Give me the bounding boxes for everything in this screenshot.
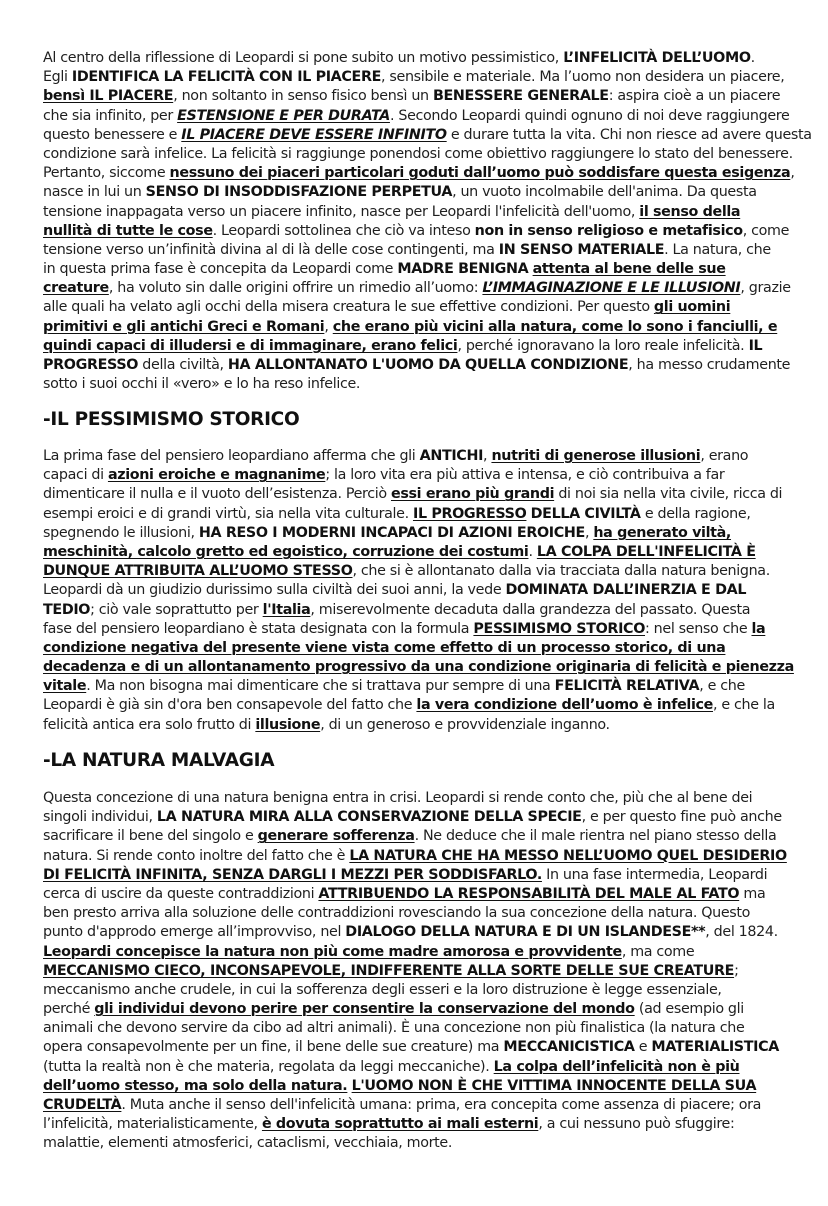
emphasis-run: LA NATURA CHE HA MESSO NELL’UOMO QUEL DESIDERIO (349, 847, 787, 864)
text-line (43, 279, 812, 298)
text-line (43, 145, 812, 164)
text-line (43, 318, 812, 337)
text-run: , (483, 448, 492, 464)
text-line (43, 962, 787, 981)
emphasis-run: MECCANICISTICA (503, 1039, 635, 1056)
emphasis-run: dell’uomo stesso, ma solo della natura. (43, 1077, 348, 1094)
text-line (43, 356, 812, 375)
text-run: dimenticare il nulla e il vuoto dell’esistenza. Perciò (43, 486, 391, 503)
emphasis-run: MADRE BENIGNA (397, 261, 529, 278)
text-run: , e che la (713, 697, 775, 714)
text-run: capaci di (43, 467, 108, 484)
emphasis-run: Leopardi concepisce la natura non più come madre amorosa e provvidente (43, 943, 622, 960)
paragraph-pessimismo-storico (43, 447, 794, 735)
text-line (43, 49, 812, 68)
text-run: (tutta la realtà non è che materia, regolata da leggi meccaniche). (43, 1058, 494, 1075)
text-line (43, 639, 794, 658)
text-run: , perché ignoravano la loro reale infelicità. (457, 337, 749, 354)
text-run: ma (739, 885, 766, 902)
emphasis-run: ha generato viltà, (593, 524, 732, 541)
text-run: , miserevolmente decaduta dalla grandezza del passato. Questa (310, 601, 751, 618)
text-run: . (528, 543, 537, 560)
emphasis-run: attenta al bene delle sue (532, 261, 726, 278)
emphasis-run: decadenza e di un allontanamento progressivo da una condizione originaria di felicità e pienezza (43, 659, 794, 676)
emphasis-run: ESTENSIONE E PER DURATA (177, 107, 390, 124)
emphasis-run: non in senso religioso e metafisico (474, 222, 743, 239)
text-line (43, 107, 812, 126)
emphasis-run: PESSIMISMO STORICO (473, 620, 646, 637)
paragraph-natura-malvagia (43, 789, 787, 1154)
text-run: singoli individui, (43, 809, 157, 826)
emphasis-run: condizione negativa del presente viene vista come effetto di un processo storico, di una (43, 639, 726, 656)
emphasis-run: primitivi e gli antichi Greci e Romani (43, 318, 325, 335)
paragraph-intro (43, 49, 812, 394)
text-run: , ha messo crudamente (628, 357, 791, 373)
text-run: e (634, 1039, 652, 1056)
text-run: . Muta anche il senso dell'infelicità umana: prima, era concepita come assenza di piacere; ora (121, 1097, 762, 1113)
emphasis-run: l'Italia (262, 601, 311, 618)
text-line (43, 677, 794, 696)
text-run: . (750, 50, 755, 66)
emphasis-run: essi erano più grandi (390, 486, 555, 503)
emphasis-run: il senso della (639, 203, 741, 220)
emphasis-run: FELICITÀ RELATIVA (554, 678, 700, 695)
emphasis-run: LA NATURA MIRA ALLA CONSERVAZIONE DELLA SPECIE (156, 809, 582, 826)
text-line (43, 866, 787, 885)
emphasis-run: illusione (255, 716, 321, 733)
text-run: , erano (700, 448, 749, 464)
emphasis-run: che erano più vicini alla natura, come lo sono i fanciulli, e (332, 318, 778, 335)
text-run: Egli (43, 69, 72, 86)
text-run: , ha voluto sin dalle origini offrire un rimedio all’uomo: (108, 280, 483, 297)
text-line (43, 126, 812, 145)
text-run: malattie, elementi atmosferici, cataclismi, vecchiaia, morte. (43, 1135, 453, 1152)
emphasis-run: nutriti di generose illusioni (491, 448, 701, 464)
text-run: felicità antica era solo frutto di (43, 716, 256, 733)
emphasis-run: gli uomini (653, 299, 731, 316)
text-run: : nel senso che (645, 620, 752, 637)
emphasis-run: DUNQUE ATTRIBUITA ALL’UOMO STESSO (43, 563, 353, 580)
text-run: cerca di uscire da queste contraddizioni (43, 885, 319, 902)
text-run: alle quali ha velato agli occhi della misera creatura le sue effettive condizioni. Per questo (43, 299, 654, 316)
emphasis-run: gli individui devono perire per consentire la conservazione del mondo (94, 1001, 635, 1018)
text-line (43, 716, 794, 735)
emphasis-run: azioni eroiche e magnanime (107, 467, 326, 484)
text-line (43, 562, 794, 581)
text-run: , sensibile e materiale. Ma l’uomo non desidera un piacere, (381, 69, 785, 86)
emphasis-run: la (751, 620, 766, 637)
text-line (43, 87, 812, 106)
text-run: Al centro della riflessione di Leopardi si pone subito un motivo pessimistico, (43, 50, 564, 66)
text-run: . Ne deduce che il male rientra nel piano stesso della (414, 828, 777, 845)
emphasis-run: L’IMMAGINAZIONE E LE ILLUSIONI (482, 280, 741, 297)
text-run: . La natura, che (664, 241, 771, 258)
emphasis-run: vitale (43, 678, 87, 695)
emphasis-run: generare sofferenza (257, 828, 415, 845)
text-line (43, 1000, 787, 1019)
emphasis-run: IL PROGRESSO (412, 505, 527, 522)
text-line (43, 789, 787, 808)
text-line (43, 375, 812, 394)
text-run: , un vuoto incolmabile dell'anima. Da questa (452, 184, 757, 201)
text-run: fase del pensiero leopardiano è stata designata con la formula (43, 620, 474, 637)
emphasis-run: creature (43, 280, 109, 297)
text-run: In una fase intermedia, Leopardi (541, 866, 768, 883)
emphasis-run: è dovuta soprattutto ai mali esterni (261, 1116, 539, 1133)
text-run: questo benessere e (43, 126, 182, 143)
text-run: Pertanto, siccome (43, 165, 170, 182)
text-run: l’infelicità, materialisticamente, (43, 1116, 262, 1133)
text-line (43, 904, 787, 923)
emphasis-run: HA RESO I MODERNI INCAPACI DI AZIONI EROICHE (198, 524, 585, 541)
text-run: meccanismo anche crudele, in cui la sofferenza degli esseri e la loro distruzione è legge essenziale, (43, 981, 722, 998)
text-run: natura. Si rende conto inoltre del fatto che è (43, 847, 350, 864)
text-run: tensione verso un’infinità divina al di là delle cose contingenti, ma (43, 241, 499, 258)
text-run: e della ragione, (640, 505, 751, 522)
emphasis-run: PROGRESSO (43, 357, 139, 373)
text-run: , che si è allontanato dalla via tracciata dalla natura benigna. (352, 563, 770, 580)
text-line (43, 1058, 787, 1077)
text-run: nasce in lui un (43, 184, 146, 201)
text-line (43, 885, 787, 904)
emphasis-run: L'UOMO NON È CHE VITTIMA INNOCENTE DELLA SUA (351, 1077, 757, 1094)
emphasis-run: MECCANISMO CIECO, INCONSAPEVOLE, INDIFFERENTE ALLA SORTE DELLE SUE CREATURE (43, 962, 735, 979)
text-line (43, 68, 812, 87)
emphasis-run: La colpa dell’infelicità non è più (493, 1058, 740, 1075)
text-run: Leopardi è già sin d'ora ben consapevole del fatto che (43, 697, 417, 714)
emphasis-run: nullità di tutte le cose (43, 222, 213, 239)
text-line (43, 260, 812, 279)
text-line (43, 658, 794, 677)
text-run: , (790, 165, 795, 182)
emphasis-run: DI FELICITÀ INFINITA, SENZA DARGLI I MEZZI PER SODDISFARLO. (43, 866, 542, 883)
text-run: , e per questo fine può anche (581, 809, 782, 826)
text-run: ben presto arriva alla soluzione delle contraddizioni rovesciando la sua concezione della natura. Questo (43, 905, 751, 922)
emphasis-run: CRUDELTÀ (43, 1097, 122, 1113)
emphasis-run: HA ALLONTANATO L'UOMO DA QUELLA CONDIZIONE (227, 357, 629, 373)
emphasis-run: bensì IL PIACERE (43, 88, 174, 105)
text-line (43, 923, 787, 942)
text-run: e durare tutta la vita. Chi non riesce ad avere questa (446, 126, 812, 143)
text-line (43, 1077, 787, 1096)
text-line (43, 981, 787, 1000)
emphasis-run: MATERIALISTICA (651, 1039, 779, 1056)
text-run: spegnendo le illusioni, (43, 524, 199, 541)
text-run: , come (742, 222, 790, 239)
text-run: . Leopardi sottolinea che ciò va inteso (212, 222, 475, 239)
text-run: Leopardi dà un giudizio durissimo sulla civiltà dei suoi anni, la vede (43, 582, 506, 599)
text-line (43, 447, 794, 466)
text-run: , a cui nessuno può sfuggire: (538, 1116, 735, 1133)
text-run: sotto i suoi occhi il «vero» e lo ha reso infelice. (43, 376, 361, 393)
text-line (43, 1134, 787, 1153)
text-run: . Secondo Leopardi quindi ognuno di noi deve raggiungere (389, 107, 790, 124)
text-run: della civiltà, (138, 357, 228, 373)
text-line (43, 241, 812, 260)
text-line (43, 601, 794, 620)
text-line (43, 1115, 787, 1134)
emphasis-run: DOMINATA DALL’INERZIA E DAL (505, 582, 747, 599)
text-line (43, 1038, 787, 1057)
text-line (43, 543, 794, 562)
text-run: , (324, 318, 333, 335)
emphasis-run: quindi capaci di illudersi e di immaginare, erano felici (43, 337, 458, 354)
text-run: opera consapevolmente per un fine, il bene delle sue creature) ma (43, 1039, 504, 1056)
text-run: , di un generoso e provvidenziale inganno. (320, 716, 610, 733)
text-line (43, 943, 787, 962)
emphasis-run: SENSO DI INSODDISFAZIONE PERPETUA (145, 184, 453, 201)
text-line (43, 827, 787, 846)
text-line (43, 466, 794, 485)
text-line (43, 524, 794, 543)
text-line (43, 183, 812, 202)
text-run: , ma come (621, 943, 695, 960)
text-line (43, 696, 794, 715)
text-run: (ad esempio gli (634, 1001, 744, 1018)
emphasis-run: IL PIACERE DEVE ESSERE INFINITO (181, 126, 447, 143)
text-run: La prima fase del pensiero leopardiano afferma che gli (43, 448, 420, 464)
text-line (43, 1096, 787, 1115)
text-line (43, 222, 812, 241)
emphasis-run: IDENTIFICA LA FELICITÀ CON IL PIACERE (71, 69, 382, 86)
emphasis-run: LA COLPA DELL'INFELICITÀ È (536, 543, 756, 560)
text-run: animali che devono servire da cibo ad altri animali). È una concezione non più finalistica (la natura che (43, 1020, 745, 1037)
text-line (43, 298, 812, 317)
text-run: , non soltanto in senso fisico bensì un (173, 88, 433, 105)
emphasis-run: BENESSERE GENERALE (432, 88, 609, 105)
text-run: Questa concezione di una natura benigna entra in crisi. Leopardi si rende conto che, più che al bene dei (43, 790, 753, 806)
emphasis-run: DELLA CIVILTÀ (530, 505, 641, 522)
text-run: perché (43, 1001, 95, 1018)
section-heading-natura-malvagia: -LA NATURA MALVAGIA (43, 750, 275, 771)
text-run: , grazie (740, 280, 791, 297)
emphasis-run: DIALOGO DELLA NATURA E DI UN ISLANDESE** (345, 924, 706, 941)
text-run: sacrificare il bene del singolo e (43, 828, 258, 845)
text-run: tensione inappagata verso un piacere infinito, nasce per Leopardi l'infelicità dell'uomo, (43, 203, 640, 220)
emphasis-run: la vera condizione dell’uomo è infelice (416, 697, 713, 714)
section-heading-pessimismo-storico: -IL PESSIMISMO STORICO (43, 409, 300, 430)
text-line (43, 203, 812, 222)
emphasis-run: TEDIO (43, 601, 91, 618)
text-run: ; la loro vita era più attiva e intensa, e ciò contribuiva a far (325, 467, 725, 484)
text-line (43, 1019, 787, 1038)
text-run: esempi eroici e di grandi virtù, sia nella vita culturale. (43, 505, 413, 522)
text-run: condizione sarà infelice. La felicità si raggiunge ponendosi come obiettivo raggiungere lo stato del benessere. (43, 145, 793, 162)
emphasis-run: nessuno dei piaceri particolari goduti dall’uomo può soddisfare questa esigenza (169, 165, 791, 182)
text-run: ; (734, 962, 739, 979)
text-line (43, 620, 794, 639)
text-run: punto d'approdo emerge all’improvviso, nel (43, 924, 346, 941)
emphasis-run: L’INFELICITÀ DELL’UOMO (563, 50, 751, 66)
emphasis-run: IN SENSO MATERIALE (498, 241, 665, 258)
text-run: : aspira cioè a un piacere (608, 88, 781, 105)
text-line (43, 808, 787, 827)
text-line (43, 164, 812, 183)
text-run: ; ciò vale soprattutto per (90, 601, 263, 618)
text-run: . Ma non bisogna mai dimenticare che si trattava pur sempre di una (86, 678, 555, 695)
text-run: in questa prima fase è concepita da Leopardi come (43, 261, 398, 278)
text-line (43, 847, 787, 866)
text-line (43, 581, 794, 600)
text-line (43, 485, 794, 504)
text-line (43, 505, 794, 524)
text-run: , e che (699, 678, 745, 695)
text-line (43, 337, 812, 356)
emphasis-run: meschinità, calcolo gretto ed egoistico, corruzione dei costumi (43, 543, 529, 560)
text-run: , del 1824. (705, 924, 778, 941)
emphasis-run: ATTRIBUENDO LA RESPONSABILITÀ DEL MALE AL FATO (318, 885, 740, 902)
emphasis-run: IL (748, 337, 763, 354)
text-run: che sia infinito, per (43, 107, 178, 124)
text-run: , (584, 524, 594, 541)
emphasis-run: ANTICHI (419, 448, 484, 464)
text-run: di noi sia nella vita civile, ricca di (554, 486, 783, 503)
